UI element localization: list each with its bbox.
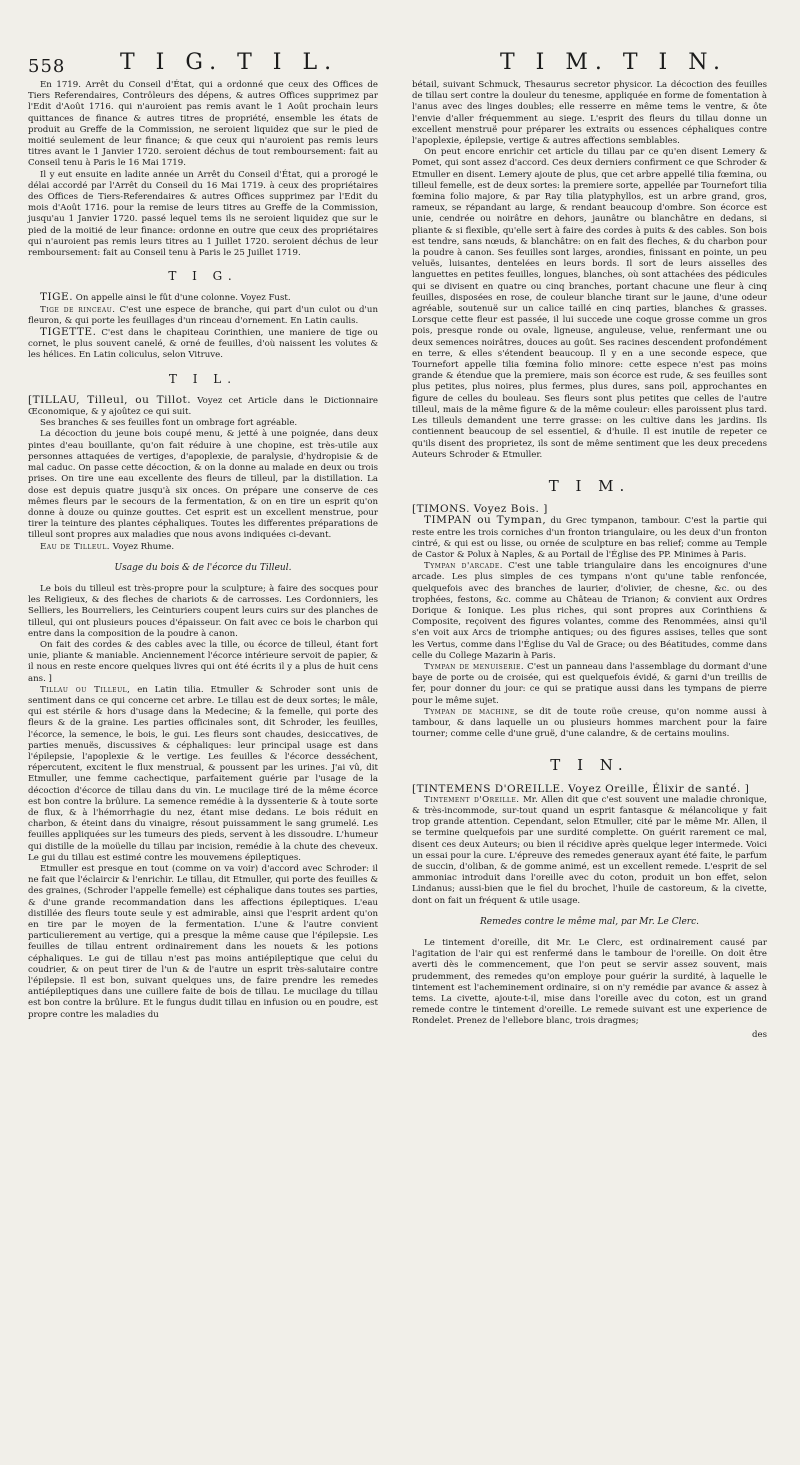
entry-head-tympan-menuiserie: Tympan de menuiserie. bbox=[424, 661, 525, 672]
entry-text-tillau: Voyez cet Article dans le Dictionnaire Œconomique, & y ajoûtez ce qui suit. bbox=[28, 395, 379, 418]
entry-head-eau-tilleul: Eau de Tilleul. bbox=[40, 541, 111, 552]
entry-text-eau-tilleul: Voyez Rhume. bbox=[112, 541, 175, 552]
entry-text-timpan: du Grec tympanon, tambour. C'est la partie qui reste entre les trois corniches d'un fronton triangulaire, ou les deux d'un fronton cintré, & qui est ou lisse, ou ornée de sculpture en bas relief; comme au Temple de Castor & Polux à Naples, & au Portail de l'Église des PP. Minimes à Paris. bbox=[412, 516, 768, 560]
left-column bbox=[28, 80, 378, 1021]
entry-head-tigette: TIGETTE. bbox=[40, 326, 97, 339]
intro-para-1: En 1719. Arrêt du Conseil d'État, qui a ordonné que ceux des Offices de Tiers Referendaires, Contrôleurs des dépens, & autres Offices supprimez par l'Edit d'Août 1716. qui n'auroient pas remis avant le 1 Août prochain leurs quittances de finance & autres titres de propriété, ensemble les états de produit au Greffe de la Commission, ne seroient liquidez que sur le pied de moitié seulement de leur finance; & que ceux qui n'auroient pas remis leurs titres avant le 1 Janvier 1720. seroient déchus de tout remboursement: fait au Conseil tenu à Paris le 16 Mai 1719. bbox=[28, 80, 378, 169]
right-column bbox=[412, 80, 767, 1041]
section-heading-tin: T I N. bbox=[550, 756, 629, 775]
etmuller-para: Etmuller est presque en tout (comme on va voir) d'accord avec Schroder: il ne fait que l'éclaircir & l'enrichir. Le tillau, dit Etmuller, qui porte des feuilles & des graines, (Schroder l'appelle femelle) est céphalique dans toutes ses parties, & d'une grande recommandation dans les affections épileptiques. L'eau distillée des fleurs toute seule y est admirable, ainsi que l'esprit ardent qu'on en tire par le moyen de la fermentation. L'une & l'autre convient particulierement au vertige, qui a presque la même cause que l'épilepsie. Les feuilles de tillau entrent ordinairement dans les nouets & les potions céphaliques. Le gui de tillau n'est pas moins antiépileptique que celui du coudrier, & on peut tirer de l'un & de l'autre un esprit très-salutaire contre l'épilepsie. Il est bon, suivant quelques uns, de faire prendre les remedes antiépileptiques dans une cuillere faite de bois de tillau. Le mucilage du tillau est bon contre la brûlure. Et le fungus dudit tillau en infusion ou en poudre, est propre contre les maladies du bbox=[28, 864, 378, 1020]
subheading-remedes: Remedes contre le même mal, par Mr. Le Clerc. bbox=[479, 916, 700, 927]
usage-para-2: On fait des cordes & des cables avec la tille, ou écorce de tilleul, étant fort unie, pliante & maniable. Anciennement l'écorce intérieure servoit de papier, & il nous en reste encore quelques livres qui ont été écrits il y a plus de huit cens ans. ] bbox=[28, 639, 378, 684]
entry-text-tympan-machine: se dit de toute roüe creuse, qu'on nomme aussi à tambour, & dans laquelle un ou plusieurs hommes marchent pour la faire tourner; comme celle d'une gruë, d'une calandre, & de certains moulins. bbox=[412, 706, 768, 740]
entry-text-tige: On appelle ainsi le fût d'une colonne. Voyez Fust. bbox=[75, 293, 291, 304]
entry-text-tintement: Mr. Allen dit que c'est souvent une maladie chronique, & très-incommode, sur-tout quand un esprit fantasque & mélancolique y fait trop grande attention. Cependant, selon Etmuller, cité par le même Mr. Allen, il se termine quelquefois par une surdité complette. On guérit rarement ce mal, disent ces deux Auteurs; ou bien il récidive après quelque leger intermede. Voici un essai pour la cure. L'épreuve des remedes generaux ayant été faite, le parfum de succin, d'oliban, & de gomme animé, est un excellent remede. L'esprit de sel ammoniac introduit dans l'oreille avec du coton, produit un bon effet, selon Lindanus; aussi-bien que le fiel du brochet, l'huile de castoreum, & la civette, dont on fait un fréquent & utile usage. bbox=[412, 794, 767, 906]
entry-head-tillau: [TILLAU, Tilleul, ou Tillot. bbox=[28, 393, 192, 406]
leclerc-para: Le tintement d'oreille, dit Mr. Le Clerc, est ordinairement causé par l'agitation de l'air qui est renfermé dans le tambour de l'oreille. On doit être averti dès le commencement, que l'on peut se servir assez souvent, mais prudemment, des remedes qu'on employe pour guérir la surdité, à laquelle le tintement est l'acheminement ordinaire, si on n'y remédie par avance & assez à tems. La civette, ajoute-t-il, mise dans l'oreille avec du coton, est un grand remede contre le tintement d'oreille. Le remede suivant est une experience de Rondelet. Prenez de l'ellebore blanc, trois dragmes; bbox=[412, 938, 767, 1027]
entry-head-tympan-machine: Tympan de machine, bbox=[424, 706, 518, 717]
section-heading-tig: T I G. bbox=[168, 269, 238, 284]
section-heading-til: T I L. bbox=[168, 371, 238, 386]
entry-head-timpan: TIMPAN ou Tympan, bbox=[424, 514, 547, 527]
entry-head-tillau-tilleul: Tillau ou Tilleul, bbox=[40, 684, 131, 695]
catchword: des bbox=[752, 1029, 767, 1040]
entry-text-tigette: C'est dans le chapiteau Corinthien, une maniere de tige ou cornet, le plus souvent canelé, & orné de feuilles, d'où naissent les volutes & les hélices. En Latin coliculus, selon Vitruve. bbox=[28, 328, 378, 361]
entry-head-tige: TIGE. bbox=[40, 291, 74, 304]
subheading-usage: Usage du bois & de l'écorce du Tilleul. bbox=[114, 562, 292, 573]
entry-text-tige-rinceau: C'est une espece de branche, qui part d'un culot ou d'un fleuron, & qui porte les feuillages d'un rinceau d'ornement. En Latin caulis. bbox=[28, 304, 378, 326]
entry-head-tintement: Tintement d'Oreille. bbox=[424, 794, 520, 805]
lemery-para: On peut encore enrichir cet article du tillau par ce qu'en disent Lemery & Pomet, qui sont assez d'accord. Ces deux derniers confirment ce que Schroder & Etmuller en disent. Lemery ajoute de plus, que cet arbre appellé tilia fœmina, ou tilleul femelle, est de deux sortes: la premiere sorte, appellée par Tournefort tilia fœmina folio majore, & par Ray tilia platyphyllos, est un arbre grand, gros, rameux, se répandant au large, & rendant beaucoup d'ombre. Son écorce est unie, cendrée ou noirâtre en dehors, jaunâtre ou blanchâtre en dedans, si pliante & si flexible, qu'elle sert à faire des cordes à puits & des cables. Son bois est tendre, sans nœuds, & blanchâtre: on en fait des fleches, & du charbon pour la poudre à canon. Ses feuilles sont larges, arondies, finissant en pointe, un peu veluës, luisantes, dentelées en leurs bords. Il sort de leurs aisselles des languettes en petites feuilles, longues, blanches, où sont attachées des pédicules qui se divisent en quatre ou cinq branches, portant chacune une fleur à cinq feuilles, disposées en rose, de couleur blanche tirant sur le jaune, d'une odeur agréable, soutenuë sur un calice taillé en cinq parties, blanches & grasses. Lorsque cette fleur est passée, il lui succede une coque grosse comme un gros pois, presque ronde ou ovale, ligneuse, anguleuse, velue, renfermant une ou deux semences noirâtres, douces au goût. Ses racines descendent profondément en terre, & elles s'étendent beaucoup. Il y en a une seconde espece, que Tournefort appelle tilia fœmina folio minore: cette espece n'est pas moins grande & étendue que la premiere, mais son écorce est rude, & ses feuilles sont plus petites, plus noires, plus fermes, plus dures, sans poil, approchantes en figure de celles du bouleau. Ses fleurs sont plus petites que celles de l'autre tilleul, mais de la même figure & de la même couleur: elles paroissent plus tard. Les tilleuls demandent une terre grasse: on les cultive dans les jardins. Ils contiennent beaucoup de sel essentiel, & d'huile. Il est inutile de repeter ce qu'ils disent des proprietez, ils sont de même sentiment que les deux precedens Auteurs Schroder & Etmuller. bbox=[412, 147, 767, 460]
entry-text-tympan-menuiserie: C'est un panneau dans l'assemblage du dormant d'une baye de porte ou de croisée, qui est quelquefois évidé, & garni d'un treillis de fer, pour donner du jour: ce qui se pratique aussi dans les tympans de pierre pour le même sujet. bbox=[412, 661, 768, 706]
running-head-right: T I M. T I N. bbox=[500, 50, 728, 75]
entry-head-tige-rinceau: Tige de rinceau. bbox=[40, 304, 116, 315]
tillau-para-2: La décoction du jeune bois coupé menu, & jetté à une poignée, dans deux pintes d'eau bouillante, qu'on fait réduire à une chopine, est très-utile aux personnes attaquées de vertiges, d'apoplexie, de paralysie, d'hydropisie & de mal caduc. On passe cette décoction, & on la donne au malade en deux ou trois prises. On tire une eau excellente des fleurs de tilleul, par la distillation. La dose est depuis quatre jusqu'à six onces. On prépare une conserve de ces mêmes fleurs par le secours de la fermentation, & on en tire un esprit qu'on donne à douze ou quinze gouttes. Cet esprit est un excellent menstrue, pour tirer la teinture des plantes céphaliques. Toutes les differentes préparations de tilleul sont propres aux maladies que nous avons indiquées ci-devant. bbox=[28, 429, 378, 541]
entry-text-tympan-arcade: C'est une table triangulaire dans les encoignures d'une arcade. Les plus simples de ces tympans n'ont qu'une table renfoncée, quelquefois avec des branches de laurier, d'olivier, de chesne, &c. ou des trophées, festons, &c. comme au Château de Trianon; & convient aux Ordres Dorique & Ionique. Les plus riches, qui sont propres aux Corinthiens & Composite, reçoivent des figures volantes, comme des Renommées, ainsi qu'il s'en voit aux Arcs de triomphe antiques; ou des figures assises, telles que sont les Vertus, comme dans l'Église du Val de Grace; ou des Béatitudes, comme dans celle du College Mazarin à Paris. bbox=[412, 561, 767, 661]
page-number: 558 bbox=[28, 56, 66, 77]
entry-tintemens: [TINTEMENS D'OREILLE. Voyez Oreille, Élixir de santé. ] bbox=[412, 782, 750, 795]
entry-head-tympan-arcade: Tympan d'arcade. bbox=[424, 561, 504, 572]
entry-timons: [TIMONS. Voyez Bois. ] bbox=[412, 503, 548, 516]
continuation-para: bétail, suivant Schmuck, Thesaurus secretor physicor. La décoction des feuilles de tillau sert contre la douleur du tenesme, appliquée en forme de fomentation à l'anus avec des linges doubles; elle resserre en même tems le ventre, & ôte l'envie d'aller fréquemment au siege. L'esprit des fleurs du tillau donne un excellent menstruë pour préparer les extraits ou essences céphaliques contre l'apoplexie, épilepsie, vertige & autres affections semblables. bbox=[412, 80, 767, 147]
usage-para-1: Le bois du tilleul est très-propre pour la sculpture; à faire des socques pour les Religieux, & des fleches de chariots & de carrosses. Les Cordonniers, les Selliers, les Bourreliers, les Ceinturiers coupent leurs cuirs sur des planches de tilleul, qui ont plusieurs pouces d'épaisseur. On fait avec ce bois le charbon qui entre dans la composition de la poudre à canon. bbox=[28, 583, 378, 639]
entry-text-tillau-tilleul: en Latin tilia. Etmuller & Schroder sont unis de sentiment dans ce qui concerne cet arbre. Le tillau est de deux sortes; le mâle, qui est stérile & hors d'usage dans la Medecine; & la femelle, qui porte des fleurs & de la graine. Les parties officinales sont, dit Schroder, les feuilles, l'écorce, la semence, le bois, le gui. Les fleurs sont chaudes, desiccatives, de parties menuës, discussives & céphaliques: leur principal usage est dans l'épilepsie, l'apoplexie & le vertige. Les feuilles & l'écorce desséchent, répercutent, excitent le flux menstrual, & poussent par les urines. J'ai vû, dit Etmuller, une femme cachectique, parfaitement guérie par l'usage de la décoction d'écorce de tillau dans du vin. Le mucilage tiré de la même écorce est bon contre la brûlure. La semence remédie à la dyssenterie & à toute sorte de flux, & à l'hémorrhagie du nez, étant mise dedans. Le bois réduit en charbon, & éteint dans du vinaigre, résout puissamment le sang grumelé. Les feuilles appliquées sur les tumeurs des pieds, servent à les dissoudre. L'humeur qui distille de la moüelle du tillau par incision, remédie à la chute des cheveux. Le gui du tillau est estimé contre les mouvemens épileptiques. bbox=[28, 684, 378, 863]
running-head-left: T I G. T I L. bbox=[120, 50, 339, 75]
intro-para-2: Il y eut ensuite en ladite année un Arrêt du Conseil d'État, qui a prorogé le délai accordé par l'Arrêt du Conseil du 16 Mai 1719. à ceux des propriétaires des Offices de Tiers-Referendaires & autres Offices supprimez par l'Edit du mois d'Août 1716. pour la remise de leurs titres au Greffe de la Commission, jusqu'au 1 Janvier 1720. passé lequel tems ils ne seroient liquidez que sur le pied de la moitié de leur finance: ordonne en outre que ceux des propriétaires qui n'auroient pas remis leurs titres au 1 Juillet 1720. seroient déchus de leur remboursement: fait au Conseil tenu à Paris le 25 Juillet 1719. bbox=[28, 169, 378, 259]
tillau-para-1: Ses branches & ses feuilles font un ombrage fort agréable. bbox=[40, 418, 298, 429]
section-heading-tim: T I M. bbox=[548, 476, 631, 495]
